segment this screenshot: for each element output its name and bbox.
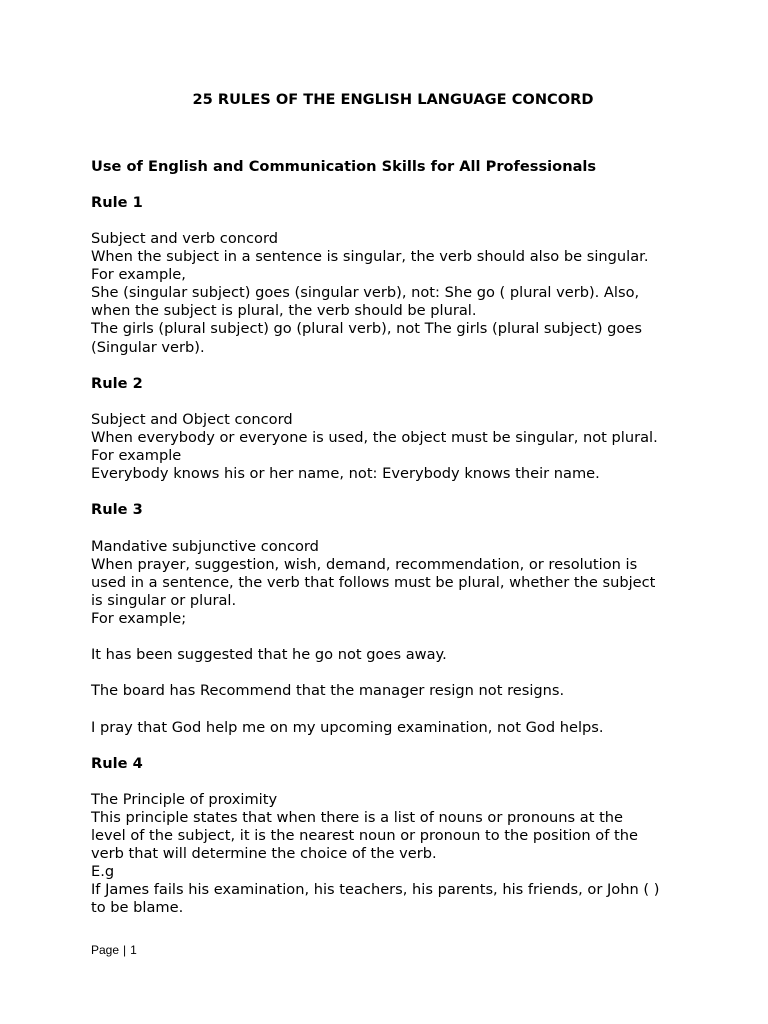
- text-line: Mandative subjunctive concord: [91, 537, 319, 555]
- text-line: Everybody knows his or her name, not: Everybody knows their name.: [91, 465, 600, 483]
- page-number: 1: [130, 943, 137, 957]
- rule-paragraph: [91, 411, 691, 483]
- text-line: when the subject is plural, the verb should be plural.: [91, 302, 477, 320]
- rule-heading: Rule 2: [91, 374, 143, 392]
- text-line: E.g: [91, 863, 115, 881]
- rule-section: [91, 194, 691, 357]
- rule-section: [91, 501, 691, 736]
- document-subtitle: Use of English and Communication Skills for All Professionals: [91, 157, 597, 175]
- text-line: The board has Recommend that the manager resign not resigns.: [91, 682, 565, 700]
- page-separator: |: [123, 943, 127, 957]
- document-body: [91, 91, 691, 918]
- text-line: to be blame.: [91, 899, 184, 917]
- rule-paragraph: [91, 791, 691, 918]
- text-line: verb that will determine the choice of the verb.: [91, 845, 437, 863]
- rule-section: [91, 755, 691, 918]
- page-label: Page: [91, 943, 120, 957]
- text-line: The girls (plural subject) go (plural verb), not The girls (plural subject) goes: [91, 320, 642, 338]
- text-line: It has been suggested that he go not goes away.: [91, 646, 447, 664]
- rule-paragraph: [91, 538, 691, 628]
- rules-list: [91, 194, 691, 918]
- text-line: When prayer, suggestion, wish, demand, recommendation, or resolution is: [91, 555, 638, 573]
- document-title: 25 RULES OF THE ENGLISH LANGUAGE CONCORD: [192, 91, 594, 108]
- text-line: I pray that God help me on my upcoming examination, not God helps.: [91, 718, 604, 736]
- text-line: (Singular verb).: [91, 338, 205, 356]
- rule-paragraph: [91, 230, 691, 357]
- text-line: The Principle of proximity: [91, 790, 278, 808]
- text-line: Subject and Object concord: [91, 410, 293, 428]
- page-footer: [91, 942, 137, 958]
- text-line: When the subject in a sentence is singular, the verb should also be singular.: [91, 248, 649, 266]
- text-line: For example;: [91, 609, 187, 627]
- text-line: When everybody or everyone is used, the object must be singular, not plural.: [91, 429, 658, 446]
- text-line: is singular or plural.: [91, 591, 237, 609]
- text-line: Subject and verb concord: [91, 229, 278, 247]
- rule-section: [91, 375, 691, 484]
- rule-heading: Rule 1: [91, 193, 143, 211]
- text-line: She (singular subject) goes (singular verb), not: She go ( plural verb). Also,: [91, 284, 640, 302]
- rule-paragraph: [91, 682, 691, 700]
- text-line: used in a sentence, the verb that follows must be plural, whether the subject: [91, 573, 656, 591]
- rule-paragraph: [91, 646, 691, 664]
- text-line: This principle states that when there is a list of nouns or pronouns at the: [91, 808, 624, 826]
- rule-paragraph: [91, 719, 691, 737]
- text-line: For example,: [91, 266, 186, 284]
- rule-heading: Rule 4: [91, 754, 143, 772]
- text-line: For example: [91, 447, 182, 465]
- text-line: If James fails his examination, his teachers, his parents, his friends, or John ( ): [91, 881, 660, 899]
- text-line: level of the subject, it is the nearest noun or pronoun to the position of the: [91, 827, 638, 845]
- rule-heading: Rule 3: [91, 501, 143, 519]
